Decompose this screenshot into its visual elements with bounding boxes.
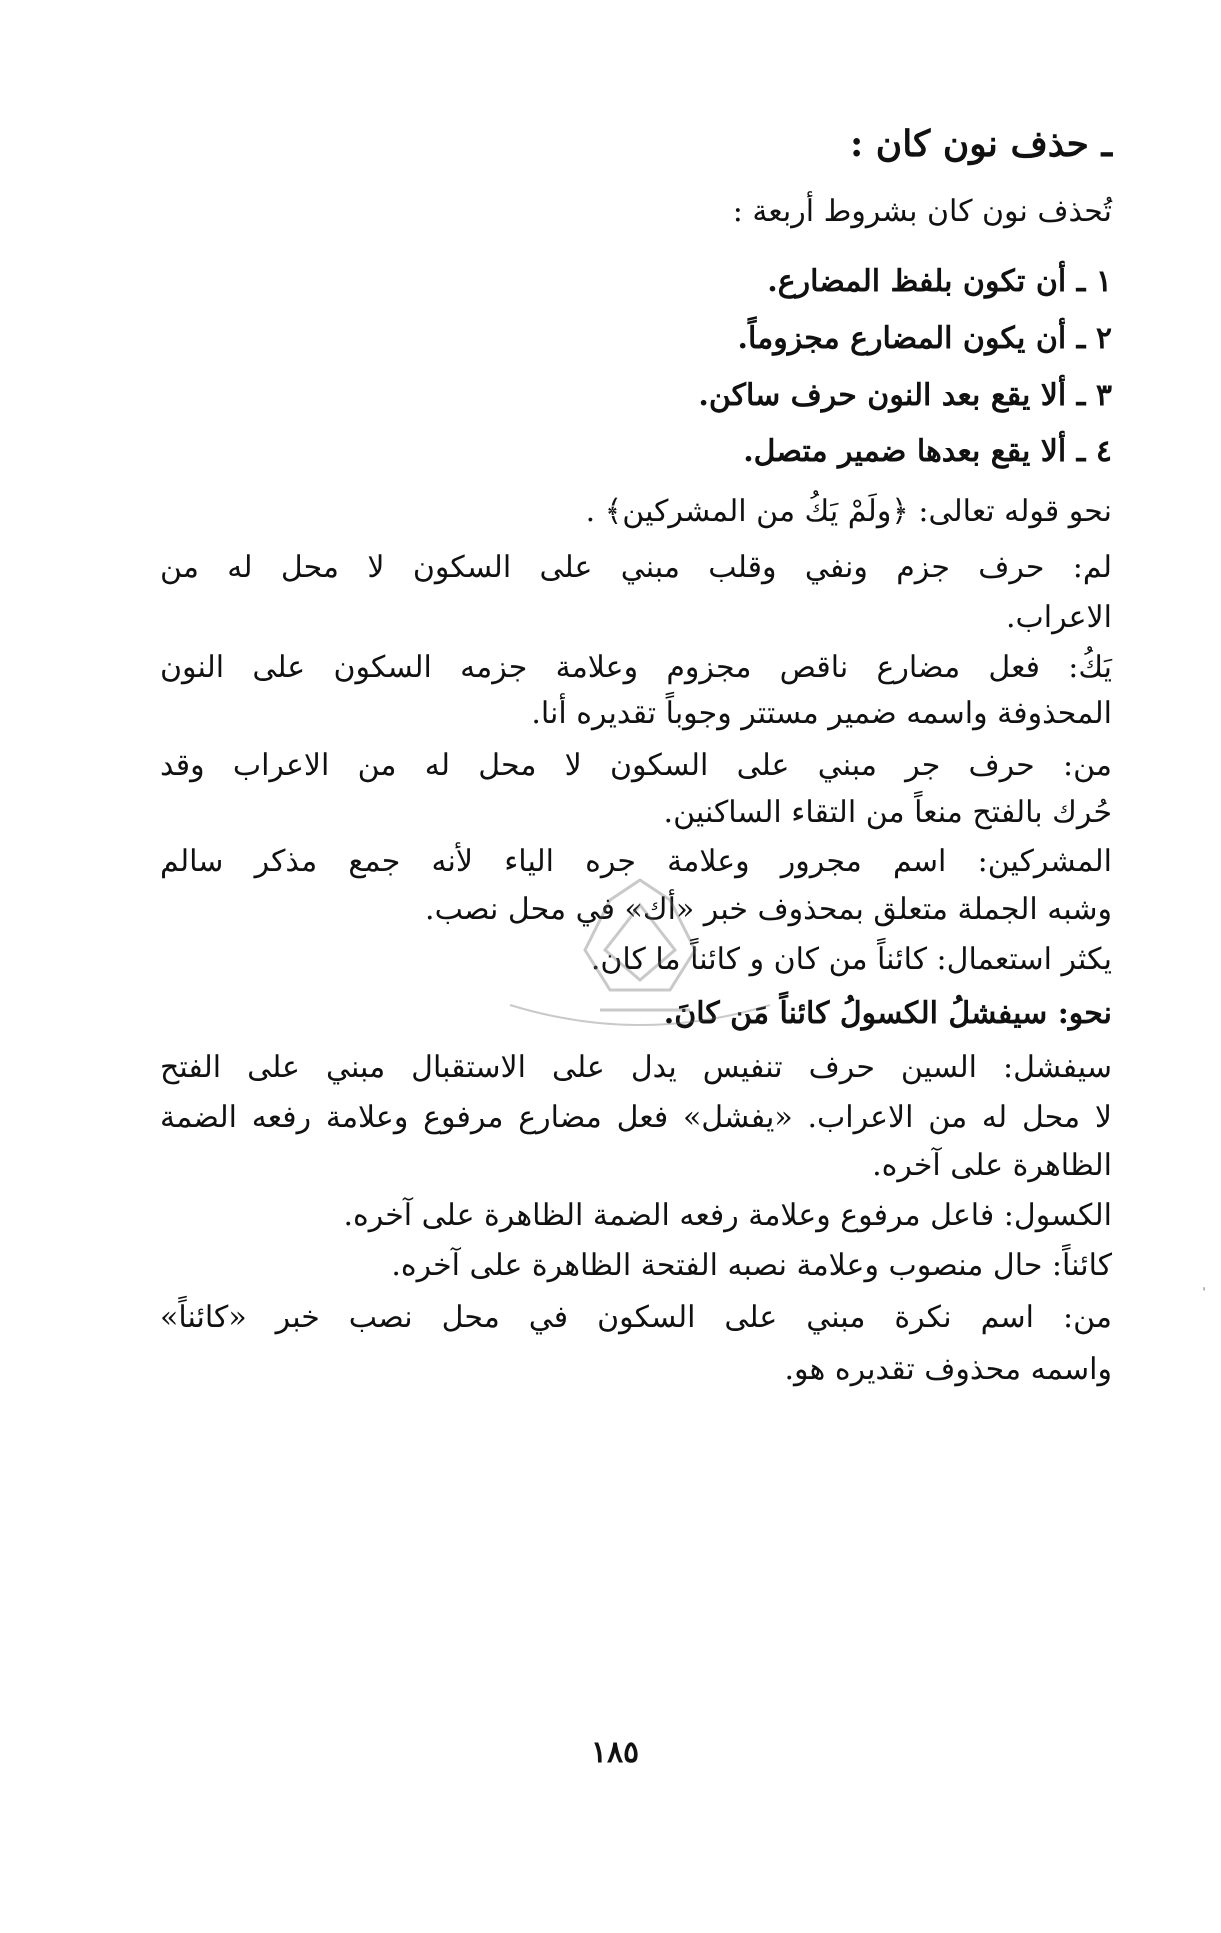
intro-text: تُحذف نون كان بشروط أربعة : bbox=[732, 194, 1112, 229]
analysis-line: واسمه محذوف تقديره هو. bbox=[784, 1352, 1112, 1387]
usage-note: يكثر استعمال: كائناً من كان و كائناً ما كان. bbox=[590, 942, 1112, 977]
condition-1: ١ ـ أن تكون بلفظ المضارع. bbox=[767, 264, 1112, 299]
library-seal-watermark bbox=[490, 860, 790, 1040]
condition-4: ٤ ـ ألا يقع بعدها ضمير متصل. bbox=[743, 434, 1112, 469]
example-sentence: نحو: سيفشلُ الكسولُ كائناً مَن كانَ. bbox=[663, 996, 1112, 1031]
analysis-line: من: حرف جر مبني على السكون لا محل له من الاعراب وقد bbox=[160, 748, 1112, 783]
page-number: ١٨٥ bbox=[590, 1735, 640, 1770]
analysis-line: يَكُ: فعل مضارع ناقص مجزوم وعلامة جزمه السكون على النون bbox=[160, 650, 1112, 685]
analysis-line: المحذوفة واسمه ضمير مستتر وجوباً تقديره أنا. bbox=[531, 696, 1112, 731]
analysis-line: وشبه الجملة متعلق بمحذوف خبر «أك» في محل نصب. bbox=[425, 892, 1112, 927]
analysis-line: من: اسم نكرة مبني على السكون في محل نصب خبر «كائناً» bbox=[160, 1300, 1113, 1335]
section-heading: ـ حذف نون كان : bbox=[849, 123, 1112, 165]
analysis-line: الكسول: فاعل مرفوع وعلامة رفعه الضمة الظاهرة على آخره. bbox=[343, 1198, 1112, 1233]
analysis-line: لم: حرف جزم ونفي وقلب مبني على السكون لا محل له من bbox=[160, 550, 1112, 585]
margin-speck: ˈ bbox=[1202, 1286, 1206, 1302]
analysis-line: الاعراب. bbox=[1005, 600, 1112, 635]
example-verse: نحو قوله تعالى: ﴿ولَمْ يَكُ من المشركين﴾ . bbox=[585, 494, 1112, 529]
condition-2: ٢ ـ أن يكون المضارع مجزوماً. bbox=[737, 321, 1112, 356]
analysis-line: حُرك بالفتح منعاً من التقاء الساكنين. bbox=[663, 795, 1112, 830]
analysis-line: الظاهرة على آخره. bbox=[872, 1148, 1112, 1183]
analysis-line: سيفشل: السين حرف تنفيس يدل على الاستقبال مبني على الفتح bbox=[160, 1050, 1112, 1085]
condition-3: ٣ ـ ألا يقع بعد النون حرف ساكن. bbox=[698, 378, 1112, 413]
analysis-line: المشركين: اسم مجرور وعلامة جره الياء لأنه جمع مذكر سالم bbox=[160, 844, 1112, 879]
analysis-line: لا محل له من الاعراب. «يفشل» فعل مضارع مرفوع وعلامة رفعه الضمة bbox=[160, 1100, 1112, 1135]
analysis-line: كائناً: حال منصوب وعلامة نصبه الفتحة الظاهرة على آخره. bbox=[391, 1248, 1112, 1283]
